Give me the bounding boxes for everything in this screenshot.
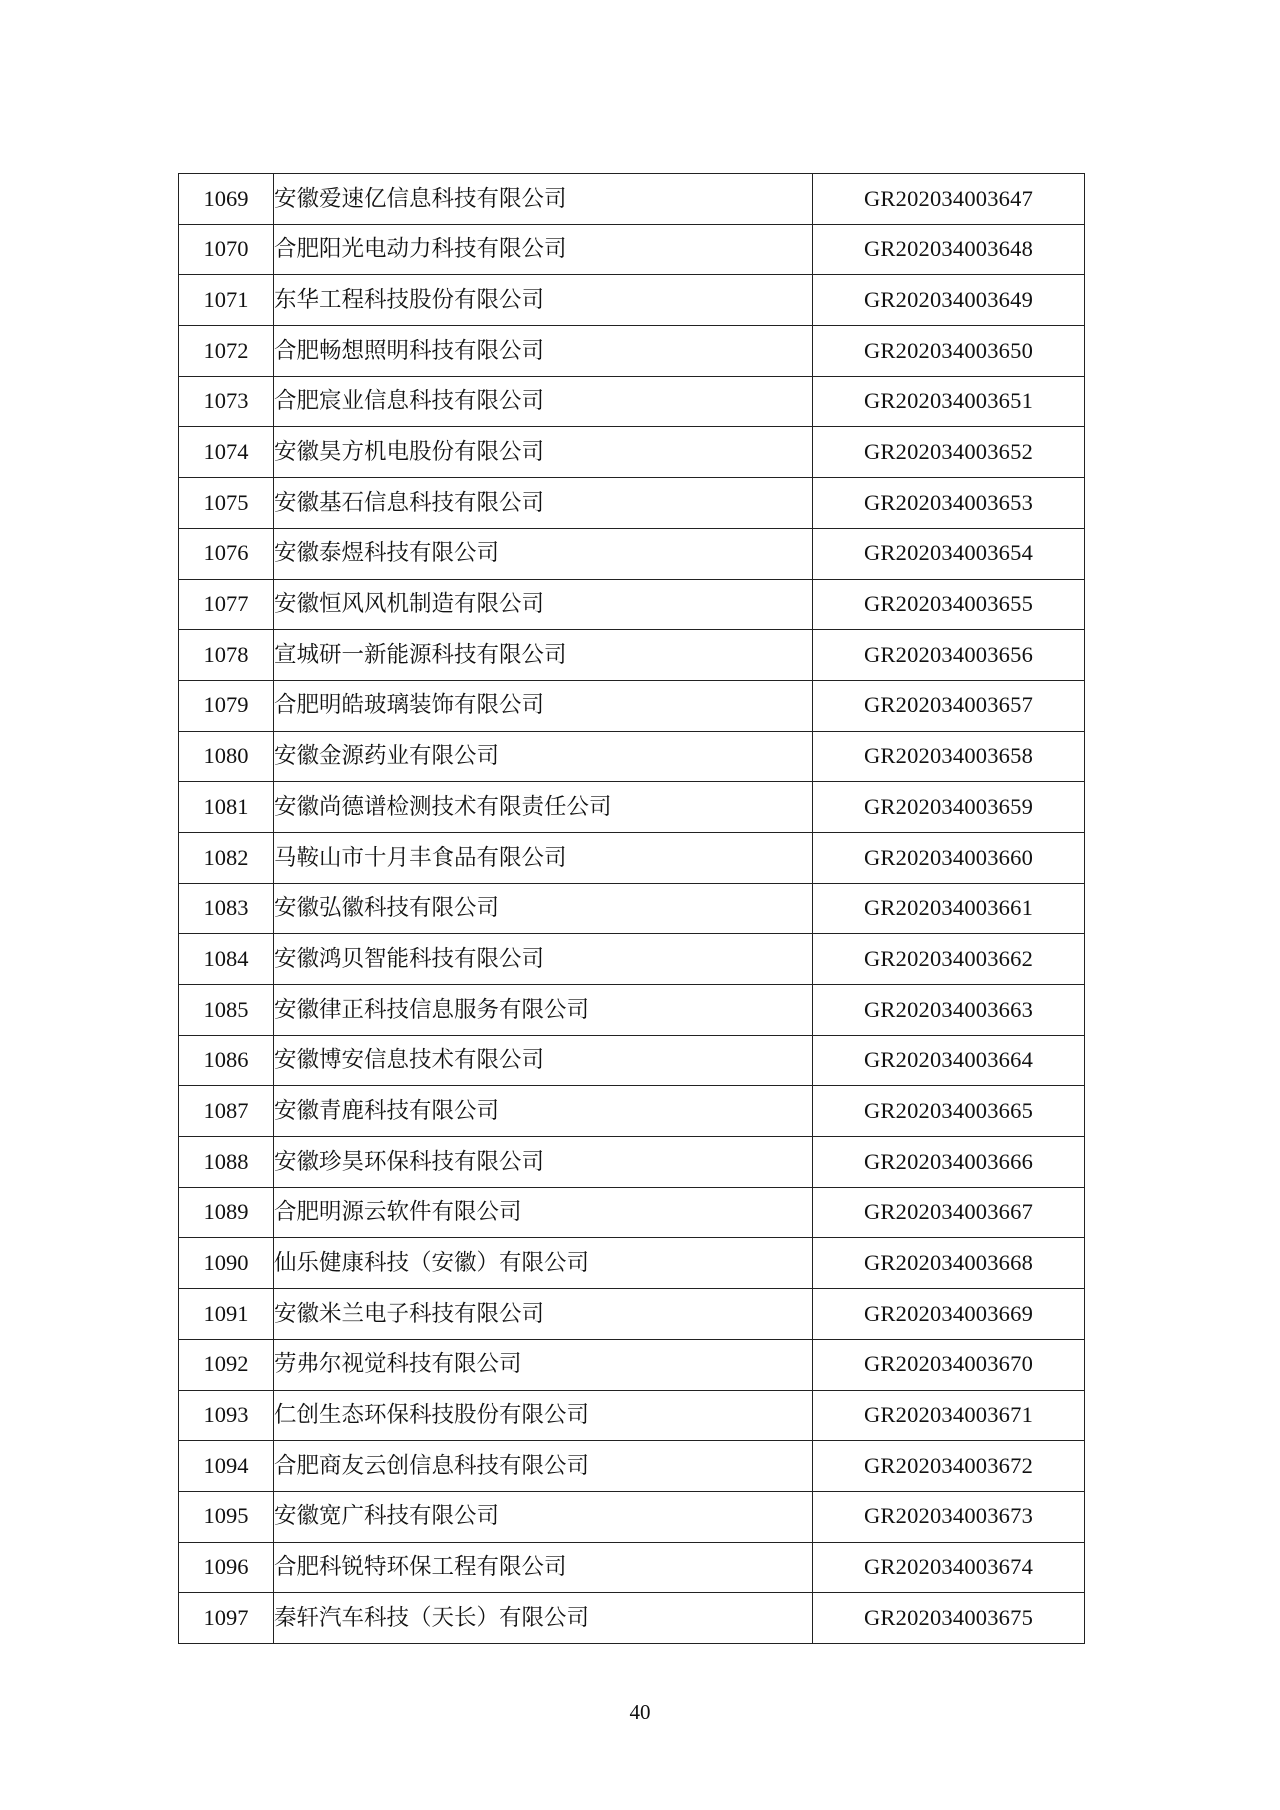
table-row: [179, 528, 1085, 579]
row-number-cell: 1087: [179, 1086, 274, 1137]
certificate-code-cell: GR202034003650: [813, 326, 1085, 377]
table-row: [179, 1491, 1085, 1542]
company-name-cell: 仁创生态环保科技股份有限公司: [274, 1390, 813, 1441]
table-row: [179, 630, 1085, 681]
table-row: [179, 174, 1085, 225]
table-row: [179, 478, 1085, 529]
certificate-code-cell: GR202034003654: [813, 528, 1085, 579]
table-row: [179, 1187, 1085, 1238]
certificate-code-cell: GR202034003673: [813, 1491, 1085, 1542]
certificate-code-cell: GR202034003662: [813, 934, 1085, 985]
table-row: [179, 1542, 1085, 1593]
table-row: [179, 1441, 1085, 1492]
company-name-cell: 安徽律正科技信息服务有限公司: [274, 985, 813, 1036]
row-number-cell: 1086: [179, 1035, 274, 1086]
row-number-cell: 1072: [179, 326, 274, 377]
certificate-code-cell: GR202034003665: [813, 1086, 1085, 1137]
company-name-cell: 仙乐健康科技（安徽）有限公司: [274, 1238, 813, 1289]
row-number-cell: 1077: [179, 579, 274, 630]
certificate-code-cell: GR202034003671: [813, 1390, 1085, 1441]
company-name-cell: 劳弗尔视觉科技有限公司: [274, 1339, 813, 1390]
certificate-code-cell: GR202034003657: [813, 680, 1085, 731]
table-row: [179, 832, 1085, 883]
table-row: [179, 985, 1085, 1036]
certificate-code-cell: GR202034003663: [813, 985, 1085, 1036]
table-row: [179, 1593, 1085, 1644]
certificate-code-cell: GR202034003668: [813, 1238, 1085, 1289]
certificate-code-cell: GR202034003647: [813, 174, 1085, 225]
table-row: [179, 680, 1085, 731]
row-number-cell: 1073: [179, 376, 274, 427]
company-name-cell: 安徽鸿贝智能科技有限公司: [274, 934, 813, 985]
certificate-code-cell: GR202034003649: [813, 275, 1085, 326]
company-name-cell: 安徽珍昊环保科技有限公司: [274, 1137, 813, 1188]
row-number-cell: 1085: [179, 985, 274, 1036]
table-row: [179, 376, 1085, 427]
table-row: [179, 1086, 1085, 1137]
certificate-code-cell: GR202034003656: [813, 630, 1085, 681]
table-row: [179, 427, 1085, 478]
certificate-code-cell: GR202034003664: [813, 1035, 1085, 1086]
company-name-cell: 马鞍山市十月丰食品有限公司: [274, 832, 813, 883]
company-name-cell: 合肥宸业信息科技有限公司: [274, 376, 813, 427]
company-name-cell: 安徽宽广科技有限公司: [274, 1491, 813, 1542]
row-number-cell: 1084: [179, 934, 274, 985]
company-name-cell: 合肥明源云软件有限公司: [274, 1187, 813, 1238]
company-name-cell: 安徽青鹿科技有限公司: [274, 1086, 813, 1137]
company-table: [178, 173, 1085, 1644]
table-row: [179, 934, 1085, 985]
row-number-cell: 1082: [179, 832, 274, 883]
row-number-cell: 1070: [179, 224, 274, 275]
page-number: 40: [629, 1700, 651, 1724]
row-number-cell: 1074: [179, 427, 274, 478]
row-number-cell: 1089: [179, 1187, 274, 1238]
table-row: [179, 1339, 1085, 1390]
company-name-cell: 秦轩汽车科技（天长）有限公司: [274, 1593, 813, 1644]
table-row: [179, 326, 1085, 377]
certificate-code-cell: GR202034003652: [813, 427, 1085, 478]
company-name-cell: 安徽昊方机电股份有限公司: [274, 427, 813, 478]
table-row: [179, 731, 1085, 782]
company-name-cell: 宣城研一新能源科技有限公司: [274, 630, 813, 681]
row-number-cell: 1095: [179, 1491, 274, 1542]
row-number-cell: 1069: [179, 174, 274, 225]
company-name-cell: 安徽爱速亿信息科技有限公司: [274, 174, 813, 225]
table-body: [179, 174, 1085, 1644]
company-name-cell: 安徽米兰电子科技有限公司: [274, 1289, 813, 1340]
certificate-code-cell: GR202034003655: [813, 579, 1085, 630]
certificate-code-cell: GR202034003675: [813, 1593, 1085, 1644]
table-row: [179, 275, 1085, 326]
certificate-code-cell: GR202034003667: [813, 1187, 1085, 1238]
table-row: [179, 883, 1085, 934]
row-number-cell: 1083: [179, 883, 274, 934]
company-name-cell: 合肥畅想照明科技有限公司: [274, 326, 813, 377]
row-number-cell: 1076: [179, 528, 274, 579]
company-name-cell: 安徽恒风风机制造有限公司: [274, 579, 813, 630]
company-name-cell: 合肥明皓玻璃装饰有限公司: [274, 680, 813, 731]
certificate-code-cell: GR202034003659: [813, 782, 1085, 833]
table-row: [179, 1238, 1085, 1289]
row-number-cell: 1090: [179, 1238, 274, 1289]
company-name-cell: 合肥商友云创信息科技有限公司: [274, 1441, 813, 1492]
certificate-code-cell: GR202034003661: [813, 883, 1085, 934]
certificate-code-cell: GR202034003658: [813, 731, 1085, 782]
row-number-cell: 1092: [179, 1339, 274, 1390]
certificate-code-cell: GR202034003653: [813, 478, 1085, 529]
row-number-cell: 1097: [179, 1593, 274, 1644]
row-number-cell: 1094: [179, 1441, 274, 1492]
certificate-code-cell: GR202034003651: [813, 376, 1085, 427]
row-number-cell: 1088: [179, 1137, 274, 1188]
row-number-cell: 1093: [179, 1390, 274, 1441]
table-row: [179, 1035, 1085, 1086]
company-name-cell: 合肥科锐特环保工程有限公司: [274, 1542, 813, 1593]
row-number-cell: 1078: [179, 630, 274, 681]
company-name-cell: 安徽泰煜科技有限公司: [274, 528, 813, 579]
table-row: [179, 1390, 1085, 1441]
certificate-code-cell: GR202034003672: [813, 1441, 1085, 1492]
company-name-cell: 安徽弘徽科技有限公司: [274, 883, 813, 934]
company-name-cell: 合肥阳光电动力科技有限公司: [274, 224, 813, 275]
certificate-code-cell: GR202034003669: [813, 1289, 1085, 1340]
row-number-cell: 1080: [179, 731, 274, 782]
company-name-cell: 东华工程科技股份有限公司: [274, 275, 813, 326]
certificate-code-cell: GR202034003666: [813, 1137, 1085, 1188]
row-number-cell: 1091: [179, 1289, 274, 1340]
certificate-code-cell: GR202034003670: [813, 1339, 1085, 1390]
table-row: [179, 1137, 1085, 1188]
row-number-cell: 1096: [179, 1542, 274, 1593]
certificate-code-cell: GR202034003674: [813, 1542, 1085, 1593]
company-name-cell: 安徽博安信息技术有限公司: [274, 1035, 813, 1086]
company-name-cell: 安徽基石信息科技有限公司: [274, 478, 813, 529]
table-row: [179, 1289, 1085, 1340]
row-number-cell: 1079: [179, 680, 274, 731]
company-name-cell: 安徽金源药业有限公司: [274, 731, 813, 782]
row-number-cell: 1071: [179, 275, 274, 326]
certificate-code-cell: GR202034003660: [813, 832, 1085, 883]
row-number-cell: 1075: [179, 478, 274, 529]
row-number-cell: 1081: [179, 782, 274, 833]
table-row: [179, 782, 1085, 833]
table-row: [179, 224, 1085, 275]
table-row: [179, 579, 1085, 630]
company-name-cell: 安徽尚德谱检测技术有限责任公司: [274, 782, 813, 833]
certificate-code-cell: GR202034003648: [813, 224, 1085, 275]
